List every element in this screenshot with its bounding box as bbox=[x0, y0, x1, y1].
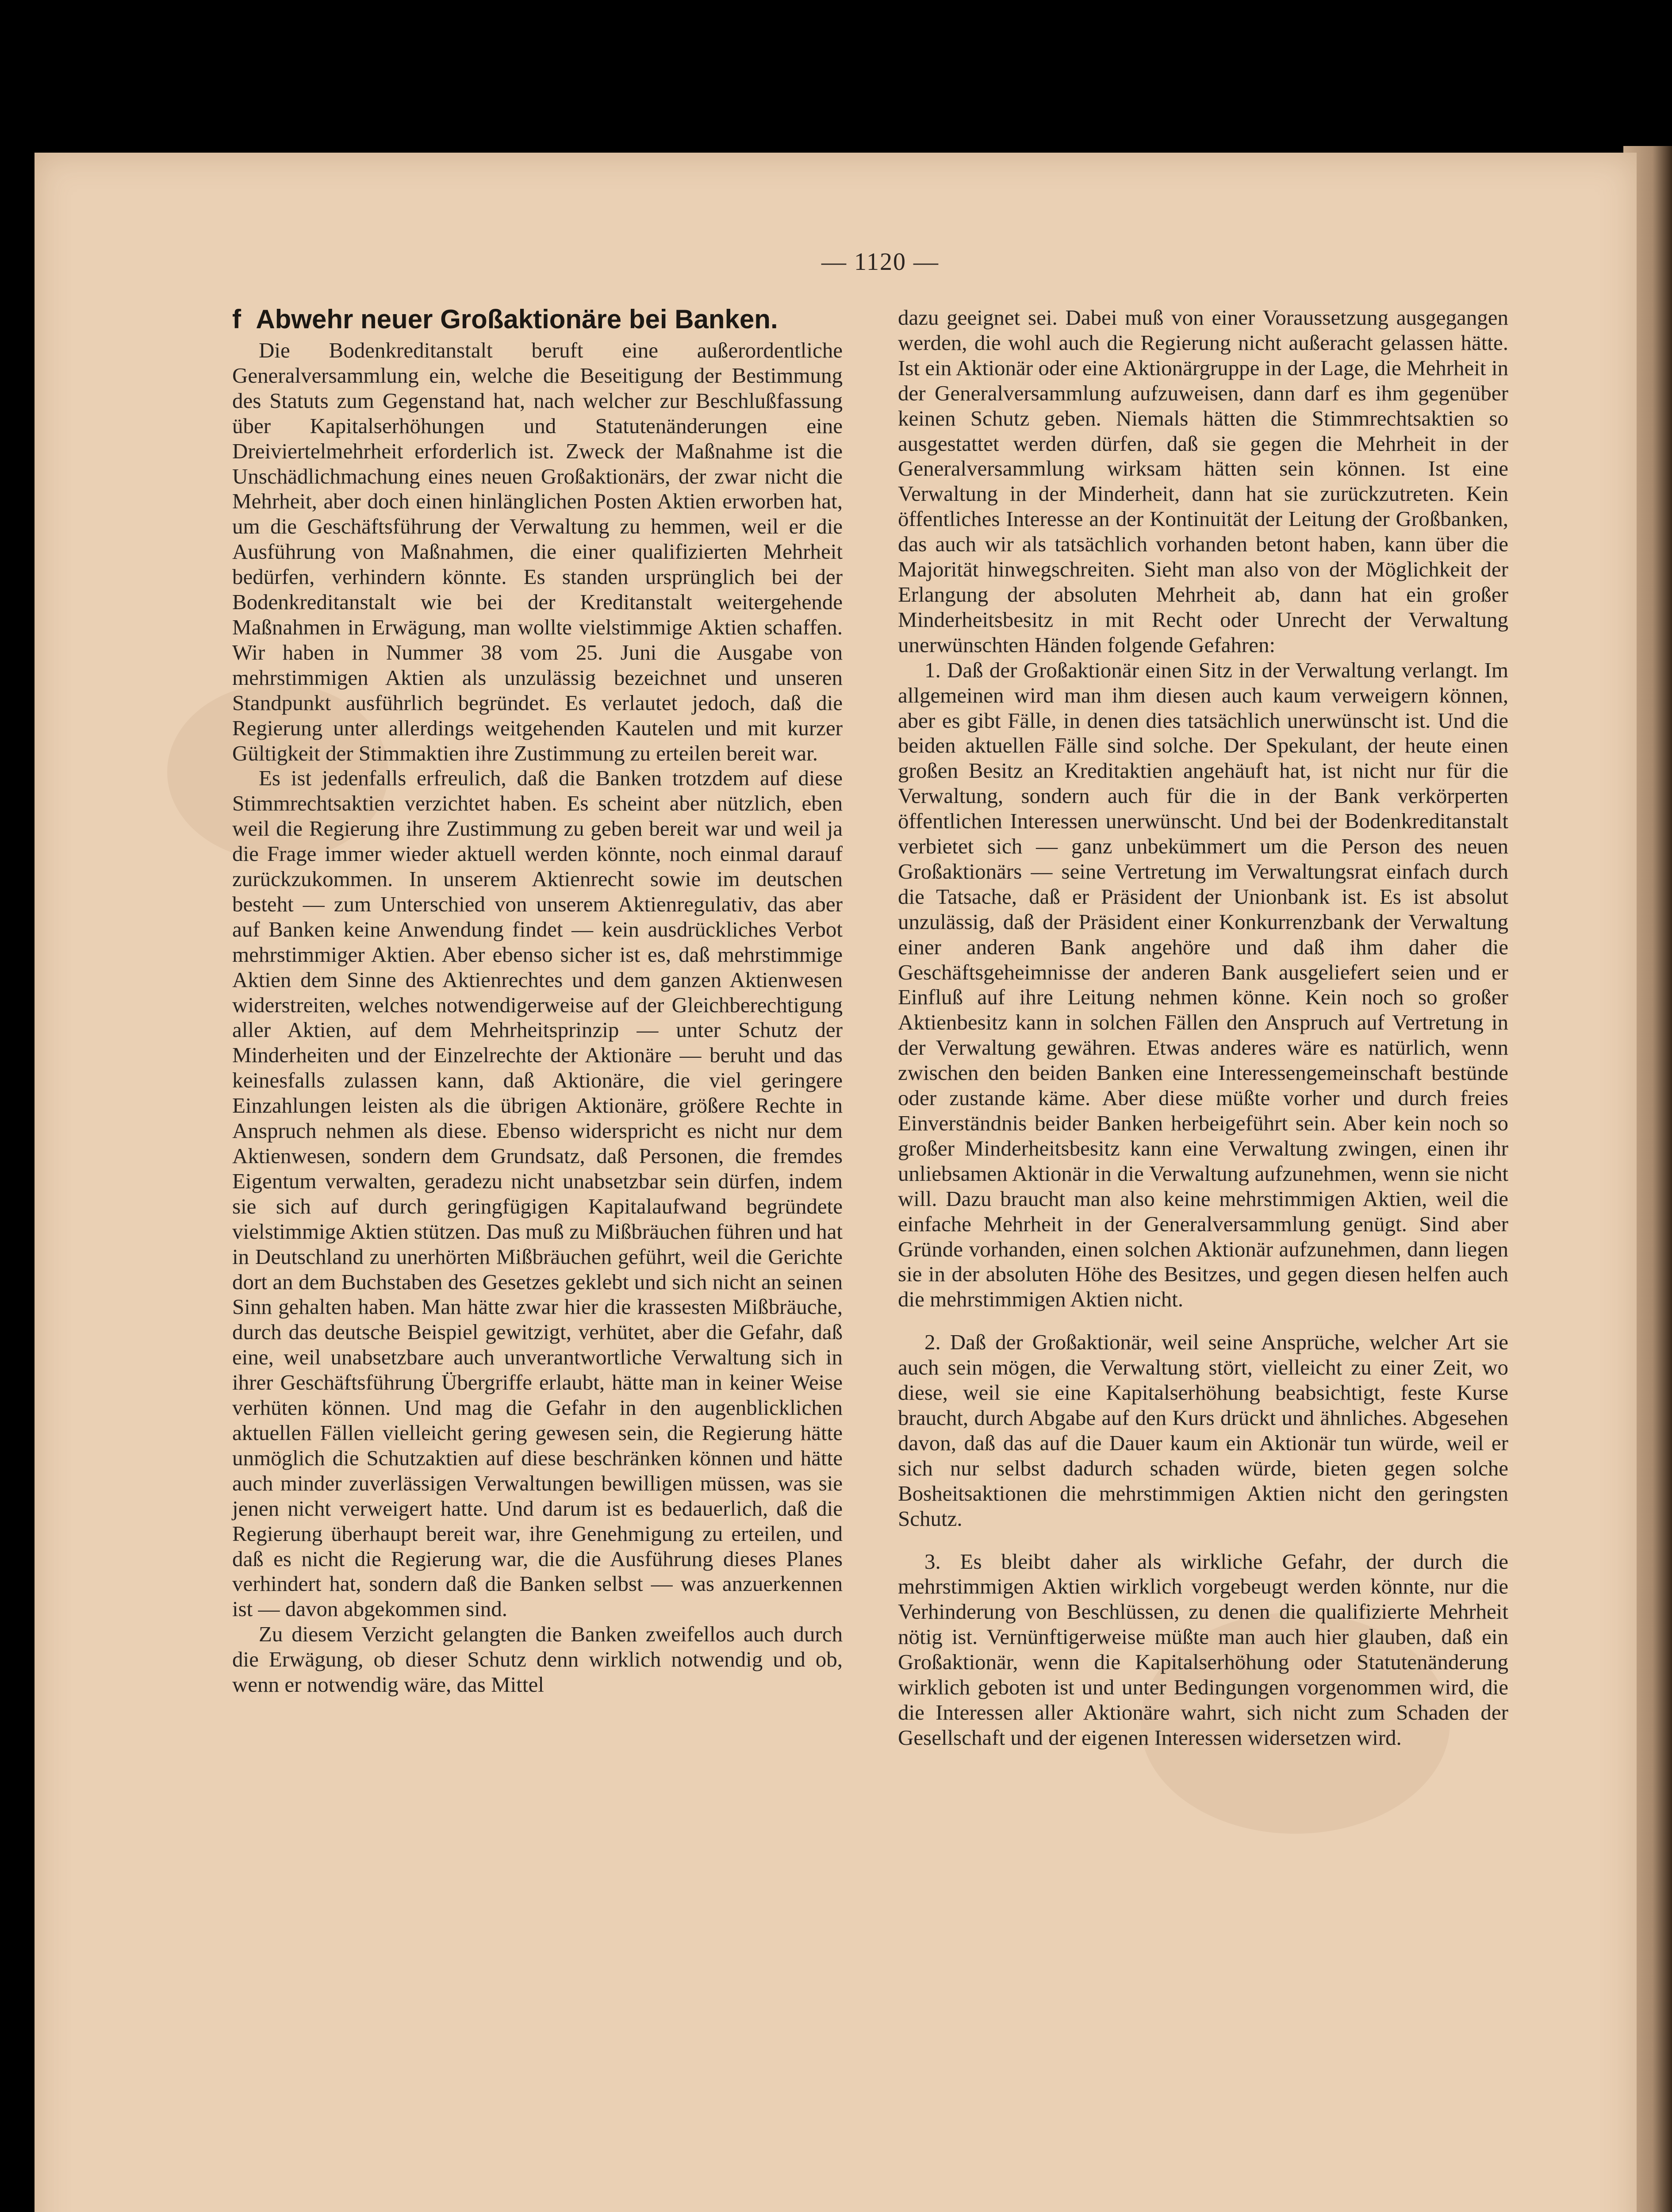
section-letter: f bbox=[232, 304, 241, 334]
left-column bbox=[232, 305, 843, 1697]
numbered-paragraph-1: 1. Daß der Großaktionär einen Sitz in der Verwaltung verlangt. Im allgemeinen wird man ihm diesen auch kaum verweigern können, aber es gibt Fälle, in denen dies tatsächlich unerwünscht ist. Und die beiden aktuellen Fälle sind solche. Der Spekulant, der heute einen großen Besitz an Kreditaktien angehäuft hat, ist nicht nur für die Verwaltung, sondern auch für die in der Bank verkörperten öffentlichen Interessen unerwünscht. Und bei der Bodenkreditanstalt verbietet sich — ganz unbekümmert um die Person des neuen Großaktionärs — seine Vertretung im Verwaltungsrat einfach durch die Tatsache, daß er Präsident der Unionbank ist. Es ist absolut unzulässig, daß der Präsident einer Konkurrenzbank der Verwaltung einer anderen Bank angehöre und daß ihm daher die Geschäftsgeheimnisse der anderen Bank ausgeliefert seien und er Einfluß auf ihre Leitung nehmen könne. Kein noch so großer Aktienbesitz kann in solchen Fällen den Anspruch auf Vertretung in der Verwaltung gewähren. Etwas anderes wäre es natürlich, wenn zwischen den beiden Banken eine Interessengemeinschaft bestünde oder zustande käme. Aber diese müßte vorher und durch freies Einverständnis beider Banken herbeigeführt sein. Aber kein noch so großer Minderheitsbesitz kann eine Verwaltung zwingen, einen ihr unliebsamen Aktionär in die Verwaltung aufzunehmen, wenn sie nicht will. Dazu braucht man also keine mehrstimmigen Aktien, weil die einfache Mehrheit in der Generalversammlung genügt. Sind aber Gründe vorhanden, einen solchen Aktionär aufzunehmen, dann liegen sie in der absoluten Höhe des Besitzes, und gegen diesen helfen auch die mehrstimmigen Aktien nicht. bbox=[898, 657, 1508, 1312]
paragraph: Die Bodenkreditanstalt beruft eine außerordentliche Generalversammlung ein, welche die Beseitigung der Bestimmung des Statuts zum Gegenstand hat, nach welcher zur Beschlußfassung über Kapitalserhöhungen und Statutenänderungen eine Dreiviertelmehrheit erforderlich ist. Zweck der Maßnahme ist die Unschädlichmachung eines neuen Großaktionärs, der zwar nicht die Mehrheit, aber doch einen hinlänglichen Posten Aktien erworben hat, um die Geschäftsführung der Verwaltung zu hemmen, weil er die Ausführung von Maßnahmen, die einer qualifizierten Mehrheit bedürfen, verhindern könnte. Es standen ursprünglich bei der Bodenkreditanstalt wie bei der Kreditanstalt weitergehende Maßnahmen in Erwägung, man wollte vielstimmige Aktien schaffen. Wir haben in Nummer 38 vom 25. Juni die Ausgabe von mehrstimmigen Aktien als unzulässig bezeichnet und unseren Standpunkt ausführlich begründet. Es verlautet jedoch, daß die Regierung unter allerdings weitgehenden Kautelen und mit kurzer Gültigkeit der Stimmaktien ihre Zustimmung zu erteilen bereit war. bbox=[232, 338, 843, 765]
page-number: — 1120 — bbox=[821, 248, 939, 276]
section-heading bbox=[232, 305, 843, 334]
right-column bbox=[898, 305, 1508, 1751]
numbered-paragraph-3: 3. Es bleibt daher als wirkliche Gefahr, der durch die mehrstimmigen Aktien wirklich vorgebeugt werden könnte, nur die Verhinderung von Beschlüssen, zu denen die qualifizierte Mehrheit nötig ist. Vernünftigerweise müßte man auch hier glauben, daß ein Großaktionär, wenn die Kapitalserhöhung oder Statutenänderung wirklich geboten ist und unter Bedingungen vorgenommen wird, die die Interessen aller Aktionäre wahrt, sich nicht zum Schaden der Gesellschaft und der eigenen Interessen widersetzen wird. bbox=[898, 1549, 1508, 1750]
paragraph: dazu geeignet sei. Dabei muß von einer Voraussetzung ausgegangen werden, die wohl auch die Regierung nicht außeracht gelassen hätte. Ist ein Aktionär oder eine Aktionärgruppe in der Lage, die Mehrheit in der Generalversammlung aufzuweisen, dann darf es ihm gegenüber keinen Schutz geben. Niemals hätten die Stimmrechtsaktien so ausgestattet werden dürfen, daß sie gegen die Mehrheit in der Generalversammlung wirksam hätten sein können. Ist eine Verwaltung in der Minderheit, dann hat sie zurückzutreten. Kein öffentliches Interesse an der Kontinuität der Leitung der Großbanken, das auch wir als tatsächlich vorhanden betont haben, kann über die Majorität hinwegschreiten. Sieht man also von der Möglichkeit der Erlangung der absoluten Mehrheit ab, dann hat ein großer Minderheitsbesitz in mit Recht oder Unrecht der Verwaltung unerwünschten Händen folgende Gefahren: bbox=[898, 305, 1508, 657]
numbered-paragraph-2: 2. Daß der Großaktionär, weil seine Ansprüche, welcher Art sie auch sein mögen, die Verwaltung stört, vielleicht zu einer Zeit, wo diese, weil sie eine Kapitalserhöhung beabsichtigt, feste Kurse braucht, durch Abgabe auf den Kurs drückt und ähnliches. Abgesehen davon, daß das auf die Dauer kaum ein Aktionär tun würde, weil er sich nur selbst dadurch schaden würde, bieten gegen solche Bosheitsaktionen die mehrstimmigen Aktien nicht den geringsten Schutz. bbox=[898, 1330, 1508, 1531]
paragraph: Zu diesem Verzicht gelangten die Banken zweifellos auch durch die Erwägung, ob dieser Schutz denn wirklich notwendig und ob, wenn er notwendig wäre, das Mittel bbox=[232, 1622, 843, 1697]
section-title: Abwehr neuer Großaktionäre bei Banken. bbox=[256, 304, 778, 334]
paragraph: Es ist jedenfalls erfreulich, daß die Banken trotzdem auf diese Stimmrechtsaktien verzichtet haben. Es scheint aber nützlich, eben weil die Regierung ihre Zustimmung zu geben bereit war und weil ja die Frage immer wieder aktuell werden könnte, noch einmal darauf zurückzukommen. In unserem Aktienrecht sowie im deutschen besteht — zum Unterschied von unserem Aktienregulativ, das aber auf Banken keine Anwendung findet — kein ausdrückliches Verbot mehrstimmiger Aktien. Aber ebenso sicher ist es, daß mehrstimmige Aktien dem Sinne des Aktienrechtes und dem ganzen Aktienwesen widerstreiten, welches notwendigerweise auf der Gleichberechtigung aller Aktien, auf dem Mehrheitsprinzip — unter Schutz der Minderheiten und der Einzelrechte der Aktionäre — beruht und das keinesfalls zulassen kann, daß Aktionäre, die viel geringere Einzahlungen leisten als die übrigen Aktionäre, größere Rechte in Anspruch nehmen als diese. Ebenso widerspricht es nicht nur dem Aktienwesen, sondern dem Grundsatz, daß Personen, die fremdes Eigentum verwalten, geradezu nicht unabsetzbar sein dürfen, indem sie sich auf durch geringfügigen Kapitalaufwand begründete vielstimmige Aktien stützen. Das muß zu Mißbräuchen führen und hat in Deutschland zu unerhörten Mißbräuchen geführt, weil die Gerichte dort an dem Buchstaben des Gesetzes geklebt und sich nicht an seinen Sinn gehalten haben. Man hätte zwar hier die krassesten Mißbräuche, durch das deutsche Beispiel gewitzigt, verhütet, aber die Gefahr, daß eine, weil unabsetzbare auch unverantwortliche Verwaltung sich in ihrer Geschäftsführung Übergriffe erlaubt, hätte man in keiner Weise verhüten können. Und mag die Gefahr in den augenblicklichen aktuellen Fällen vielleicht gering gewesen sein, die Regierung hätte unmöglich die Schutzaktien auf diese beschränken können und hätte auch minder zuverlässigen Verwaltungen bewilligen müssen, was sie jenen nicht verweigert hatte. Und darum ist es bedauerlich, daß die Regierung überhaupt bereit war, ihre Genehmigung zu erteilen, und daß es nicht die Regierung war, die die Ausführung dieses Planes verhindert hat, sondern daß die Banken selbst — was anzuerkennen ist — davon abgekommen sind. bbox=[232, 766, 843, 1621]
